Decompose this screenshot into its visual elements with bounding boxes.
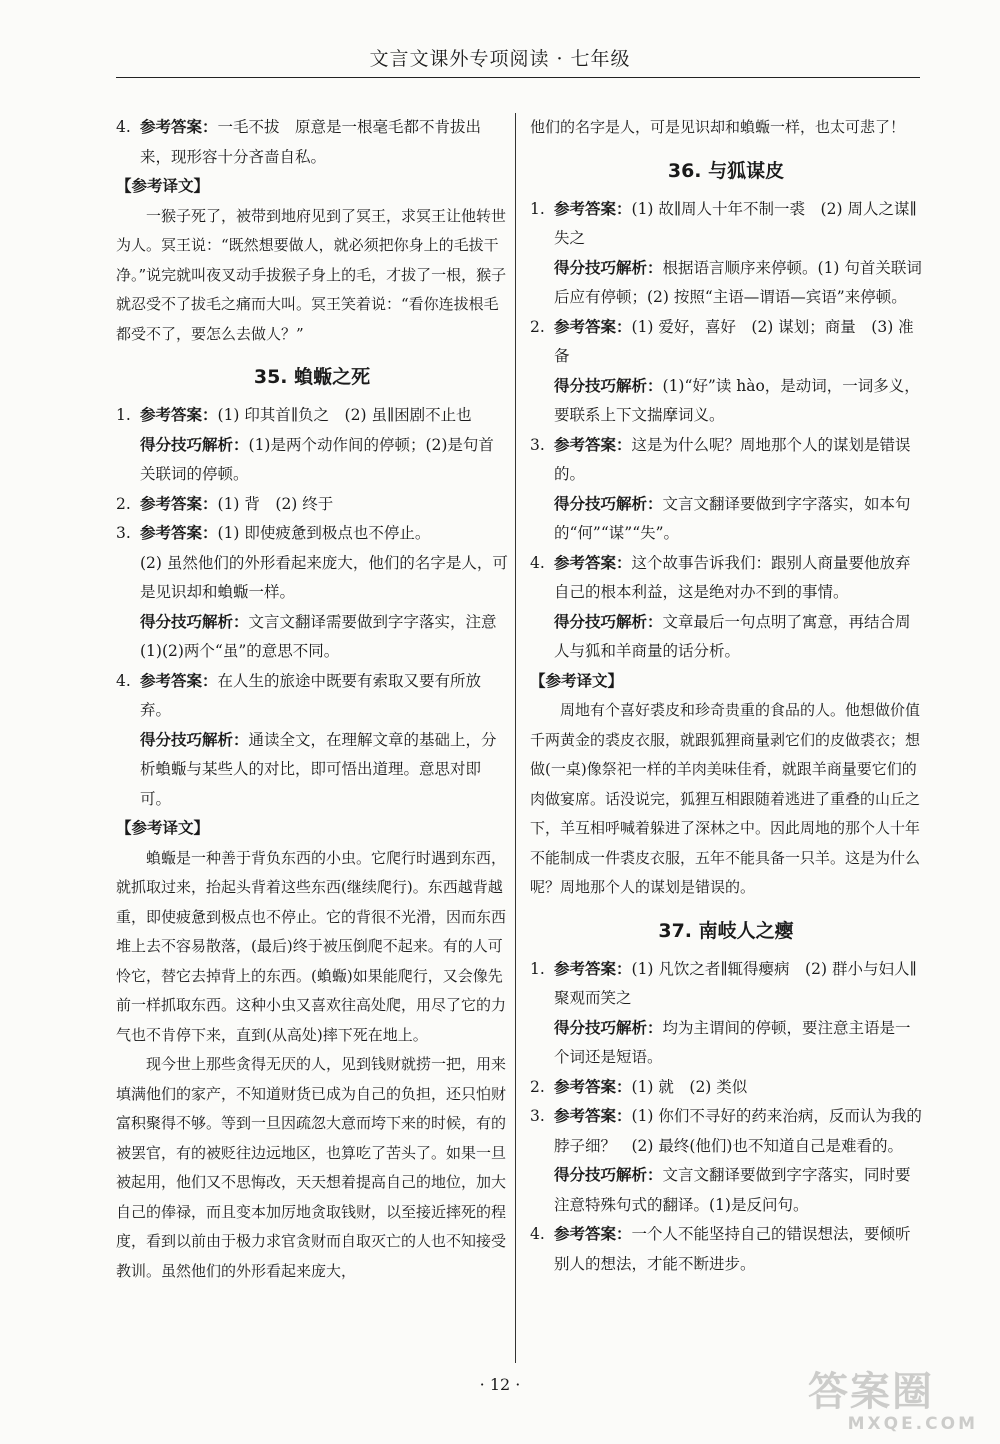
answer-item: 2. 参考答案：(1) 背 (2) 终于 xyxy=(116,494,334,513)
reference-translation-p2: 现今世上那些贪得无厌的人，见到钱财就捞一把，用来填满他们的家产，不知道财货已成为自己的负担，还只怕财富积聚得不够。等到一旦因疏忽大意而垮下来的时候，有的被罢官，有的被贬往边远地区，也算吃了苦头了。如果一旦被起用，他们又不思悔改，天天想着提高自己的地位，加大自己的俸禄，而且变本加厉地贪取钱财，以至接近摔死的程度，看到以前由于极力求官贪财而自取灭亡的人也不知接受教训。虽然他们的外形看起来庞大， xyxy=(116,1055,507,1280)
tip-analysis: 得分技巧解析：文章最后一句点明了寓意，再结合周人与狐和羊商量的话分析。 xyxy=(554,612,911,660)
tip-analysis: 得分技巧解析：通读全文，在理解文章的基础上，分析蝜蝂与某些人的对比，即可悟出道理。意思对即可。 xyxy=(140,730,497,808)
column-divider xyxy=(515,113,516,1363)
reference-translation-label: 【参考译文】 xyxy=(530,671,624,690)
tip-analysis: 得分技巧解析：(1)是两个动作间的停顿；(2)是句首关联词的停顿。 xyxy=(140,435,494,483)
reference-translation: 周地有个喜好裘皮和珍奇贵重的食品的人。他想做价值千两黄金的裘皮衣服，就跟狐狸商量剥它们的皮做裘衣；想做(一桌)像祭祀一样的羊肉美味佳肴，就跟羊商量要它们的肉做宴席。话没说完，狐狸互相跟随着逃进了重叠的山丘之下，羊互相呼喊着躲进了深林之中。因此周地的那个人十年不能制成一件裘皮衣服，五年不能具备一只羊。这是为什么呢？周地那个人的谋划是错误的。 xyxy=(530,701,921,896)
answer-item: 3. 参考答案：(1) 你们不寻好的药来治病，反而认为我的脖子细？ (2) 最终(他们)也不知道自己是难看的。 xyxy=(530,1107,922,1155)
tip-analysis: 得分技巧解析：均为主谓间的停顿，要注意主语是一个词还是短语。 xyxy=(554,1018,911,1066)
reference-translation: 一猴子死了，被带到地府见到了冥王，求冥王让他转世为人。冥王说：“既然想要做人，就必须把你身上的毛拔干净。”说完就叫夜叉动手拔猴子身上的毛，才拔了一根，猴子就忍受不了拔毛之痛而大叫。冥王笑着说：“看你连拔根毛都受不了，要怎么去做人？” xyxy=(116,206,507,343)
reference-translation-label: 【参考译文】 xyxy=(116,177,210,195)
answer-item: 1. 参考答案：(1) 故∥周人十年不制一裘 (2) 周人之谋∥失之 xyxy=(530,199,917,247)
section-title-35: 35. 蝜蝂之死 xyxy=(253,366,371,388)
section-title-37: 37. 南岐人之瘿 xyxy=(658,919,794,942)
reference-translation-p1: 蝜蝂是一种善于背负东西的小虫。它爬行时遇到东西，就抓取过来，抬起头背着这些东西(继续爬行)。东西越背越重，即使疲惫到极点也不停止。它的背很不光滑，因而东西堆上去不容易散落，(最后)终于被压倒爬不起来。有的人可怜它，替它去掉背上的东西。(蝜蝂)如果能爬行，又会像先前一样抓取东西。这种小虫又喜欢往高处爬，用尽了它的力气也不肯停下来，直到(从高处)摔下死在地上。 xyxy=(116,848,507,1044)
answer-extra: (2) 虽然他们的外形看起来庞大，他们的名字是人，可是见识却和蝜蝂一样。 xyxy=(140,553,508,601)
right-column xyxy=(530,113,922,1279)
header-rule xyxy=(116,77,920,78)
tip-analysis: 得分技巧解析：文言文翻译需要做到字字落实，注意(1)(2)两个“虽”的意思不同。 xyxy=(140,612,497,660)
answer-item: 4. 参考答案：一个人不能坚持自己的错误想法，要倾听别人的想法，才能不断进步。 xyxy=(530,1225,911,1273)
tip-analysis: 得分技巧解析：文言文翻译要做到字字落实，同时要注意特殊句式的翻译。(1)是反问句。 xyxy=(554,1166,911,1214)
answer-item: 4. 参考答案：在人生的旅途中既要有索取又要有所放弃。 xyxy=(116,671,482,719)
section-title-36: 36. 与狐谋皮 xyxy=(667,159,785,182)
answer-item: 2. 参考答案：(1) 爱好，喜好 (2) 谋划；商量 (3) 准备 xyxy=(530,317,914,365)
left-column xyxy=(116,113,508,1286)
answer-item: 1. 参考答案：(1) 印其首∥负之 (2) 虽∥困剧不止也 xyxy=(116,406,472,424)
tip-analysis: 得分技巧解析：(1)“好”读 hào，是动词，一词多义，要联系上下文揣摩词义。 xyxy=(554,376,920,424)
watermark-logo: 答案圈 MXQE.COM xyxy=(808,1369,978,1434)
tip-analysis: 得分技巧解析：文言文翻译要做到字字落实，如本句的“何”“谋”“失”。 xyxy=(554,494,911,542)
answer-item: 3. 参考答案：这是为什么呢？周地那个人的谋划是错误的。 xyxy=(530,435,911,483)
page-number: · 12 · xyxy=(479,1375,521,1394)
tip-analysis: 得分技巧解析：根据语言顺序来停顿。(1) 句首关联词后应有停顿；(2) 按照“主语—谓语—宾语”来停顿。 xyxy=(554,258,922,306)
reference-translation-label: 【参考译文】 xyxy=(116,819,210,837)
page-header-title: 文言文课外专项阅读 · 七年级 xyxy=(369,48,631,70)
translation-continued: 他们的名字是人，可是见识却和蝜蝂一样，也太可悲了！ xyxy=(530,118,906,136)
answer-item: 2. 参考答案：(1) 就 (2) 类似 xyxy=(530,1077,748,1096)
answer-item: 4. 参考答案：这个故事告诉我们：跟别人商量要他放弃自己的根本利益，这是绝对办不到的事情。 xyxy=(530,553,911,601)
answer-item: 3. 参考答案：(1) 即使疲惫到极点也不停止。 xyxy=(116,524,431,542)
answer-item: 4. 参考答案：一毛不拔 原意是一根毫毛都不肯拔出来，现形容十分吝啬自私。 xyxy=(116,118,482,166)
answer-item: 1. 参考答案：(1) 凡饮之者∥辄得瘿病 (2) 群小与妇人∥聚观而笑之 xyxy=(530,959,917,1007)
